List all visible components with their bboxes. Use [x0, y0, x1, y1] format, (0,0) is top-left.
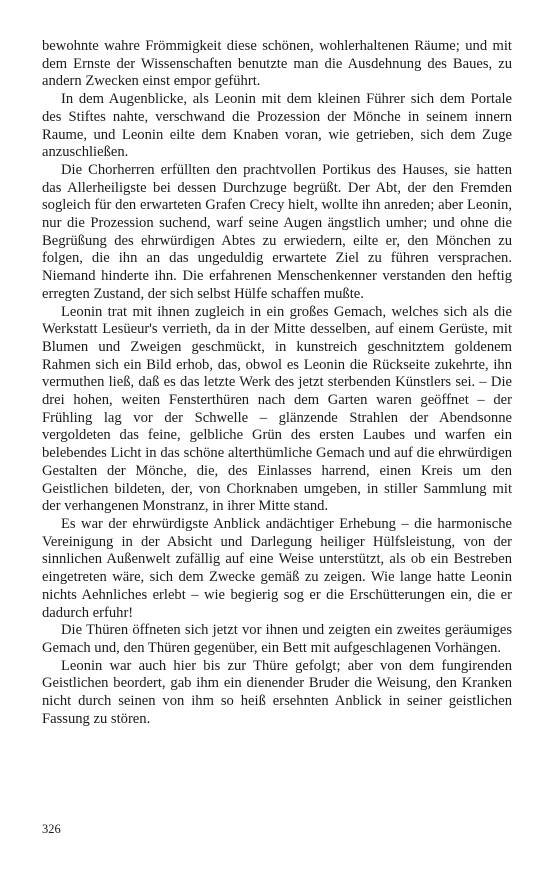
paragraph: Die Chorherren erfüllten den prachtvollen Portikus des Hauses, sie hatten das Allerheiligste bei dessen Durchzuge begrüßt. Der Abt, der den Fremden sogleich für den erwarteten Grafen Crecy hielt, wollte ihn anreden; aber Leonin, nur die Prozession suchend, warf seine Augen ängstlich umher; und ohne die Begrüßung des ehrwürdigen Abtes zu erwiedern, eilte er, den Mönchen zu folgen, die ihn an das ungeduldig erwartete Ziel zu führen versprachen. Niemand hinderte ihn. Die erfahrenen Menschenkenner verstanden den heftig erregten Zustand, der sich selbst Hülfe schaffen mußte. — [42, 161, 512, 302]
paragraph: Leonin trat mit ihnen zugleich in ein großes Gemach, welches sich als die Werkstatt Lesüeur's verrieth, da in der Mitte desselben, auf einem Gerüste, mit Blumen und Zweigen geschmückt, in kunstreich geschnitztem goldenem Rahmen sich ein Bild erhob, das, obwol es Leonin die Rückseite zukehrte, ihn vermuthen ließ, daß es das letzte Werk des jetzt sterbenden Künstlers sei. – Die drei hohen, weiten Fensterthüren nach dem Garten waren geöffnet – der Frühling lag vor der Schwelle – glänzende Strahlen der Abendsonne vergoldeten das feine, gelbliche Grün des ersten Laubes und warfen ein belebendes Licht in das schöne alterthümliche Gemach und auf die ehrwürdigen Gestalten der Mönche, die, des Einlasses harrend, einen Kreis um den Geistlichen bildeten, der, von Chorknaben umgeben, in stiller Sammlung mit der verhangenen Monstranz, in ihrer Mitte stand. — [42, 303, 512, 515]
paragraph: In dem Augenblicke, als Leonin mit dem kleinen Führer sich dem Portale des Stiftes nahte, verschwand die Prozession der Mönche in seinem innern Raume, und Leonin eilte dem Knaben voran, wie getrieben, sich dem Zuge anzuschließen. — [42, 91, 512, 161]
paragraph: Es war der ehrwürdigste Anblick andächtiger Erhebung – die harmonische Vereinigung in der Absicht und Darlegung heiliger Hülfsleistung, von der sinnlichen Außenwelt zufällig auf eine Weise unterstützt, als ob ein Bestreben eingetreten wäre, sich dem Zwecke gemäß zu zeigen. Wie lange hatte Leonin nichts Aehnliches erlebt – wie begierig sog er die Erschütterungen ein, die er dadurch erfuhr! — [42, 515, 512, 621]
paragraph: Die Thüren öffneten sich jetzt vor ihnen und zeigten ein zweites geräumiges Gemach und, den Thüren gegenüber, ein Bett mit aufgeschlagenen Vorhängen. — [42, 622, 512, 656]
paragraph: Leonin war auch hier bis zur Thüre gefolgt; aber von dem fungirenden Geistlichen beordert, gab ihm ein dienender Bruder die Weisung, den Kranken nicht durch seinen von ihm so heiß ersehnten Anblick in seiner geistlichen Fassung zu stören. — [42, 657, 512, 727]
page-text-block — [42, 38, 512, 728]
page-number: 326 — [42, 822, 61, 836]
paragraph-continuation: bewohnte wahre Frömmigkeit diese schönen, wohlerhaltenen Räume; und mit dem Ernste der Wissenschaften benutzte man die Ausdehnung des Baues, zu andern Zwecken einst empor geführt. — [42, 38, 512, 90]
